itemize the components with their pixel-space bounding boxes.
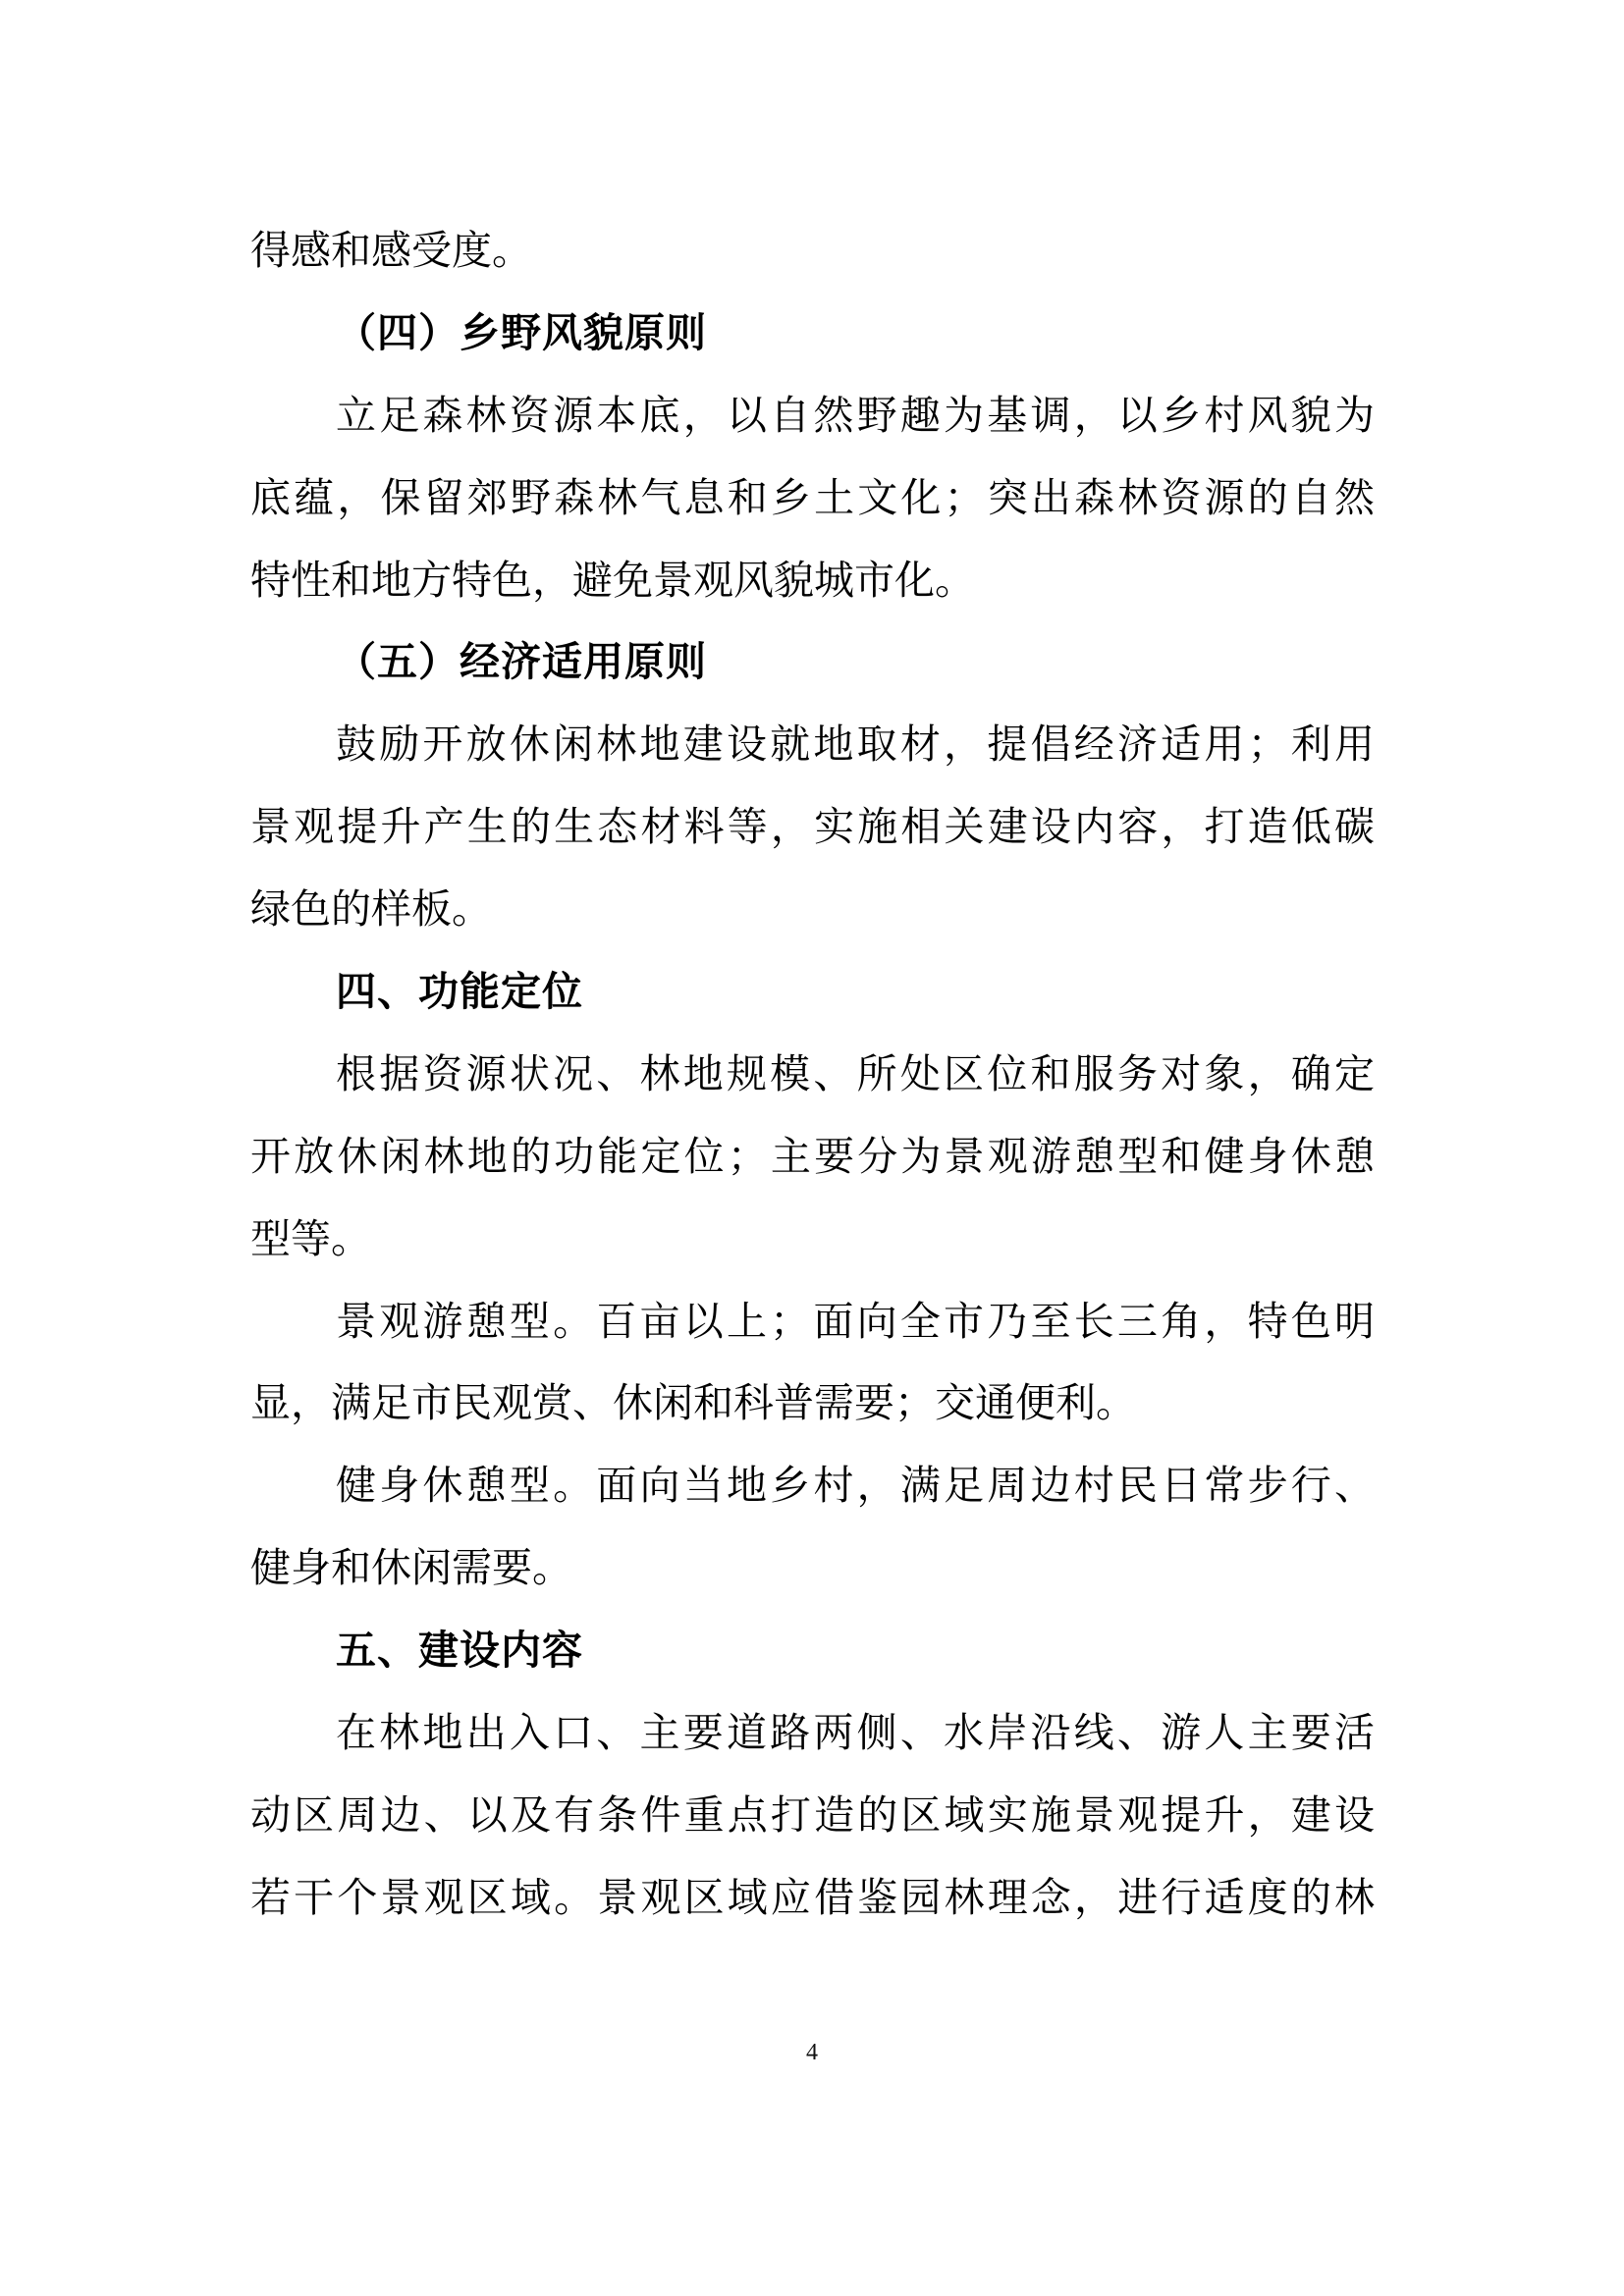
paragraph-line: 显，满足市民观赏、休闲和科普需要；交通便利。: [250, 1379, 1136, 1427]
paragraph-line: 根据资源状况、林地规模、所处区位和服务对象，确定: [336, 1049, 1375, 1097]
paragraph-line: 立足森林资源本底，以自然野趣为基调，以乡村风貌为: [336, 391, 1375, 439]
paragraph-line: 若干个景观区域。景观区域应借鉴园林理念，进行适度的林: [250, 1873, 1375, 1921]
page-number: 4: [806, 2040, 818, 2065]
subheading-economic-principle: （五）经济适用原则: [336, 638, 707, 686]
paragraph-line: 底蕴，保留郊野森林气息和乡土文化；突出森林资源的自然: [250, 473, 1375, 521]
paragraph-line: 绿色的样板。: [250, 885, 492, 934]
paragraph-line: 在林地出入口、主要道路两侧、水岸沿线、游人主要活: [336, 1709, 1375, 1757]
paragraph-line: 型等。: [250, 1214, 371, 1262]
paragraph-line: 动区周边、以及有条件重点打造的区域实施景观提升，建设: [250, 1790, 1375, 1839]
subheading-rural-style-principle: （四）乡野风貌原则: [336, 308, 707, 356]
heading-construction-content: 五、建设内容: [336, 1627, 583, 1675]
paragraph-line: 健身和休闲需要。: [250, 1544, 572, 1592]
paragraph-line: 景观提升产生的生态材料等，实施相关建设内容，打造低碳: [250, 803, 1375, 851]
paragraph-line: 得感和感受度。: [250, 227, 532, 274]
paragraph-line: 健身休憩型。面向当地乡村，满足周边村民日常步行、: [336, 1462, 1375, 1510]
paragraph-line: 鼓励开放休闲林地建设就地取材，提倡经济适用；利用: [336, 721, 1375, 769]
paragraph-line: 开放休闲林地的功能定位；主要分为景观游憩型和健身休憩: [250, 1132, 1375, 1180]
paragraph-line: 特性和地方特色，避免景观风貌城市化。: [250, 556, 975, 604]
heading-functional-positioning: 四、功能定位: [336, 968, 583, 1016]
paragraph-line: 景观游憩型。百亩以上；面向全市乃至长三角，特色明: [336, 1297, 1375, 1345]
text-column: [250, 210, 1375, 1940]
